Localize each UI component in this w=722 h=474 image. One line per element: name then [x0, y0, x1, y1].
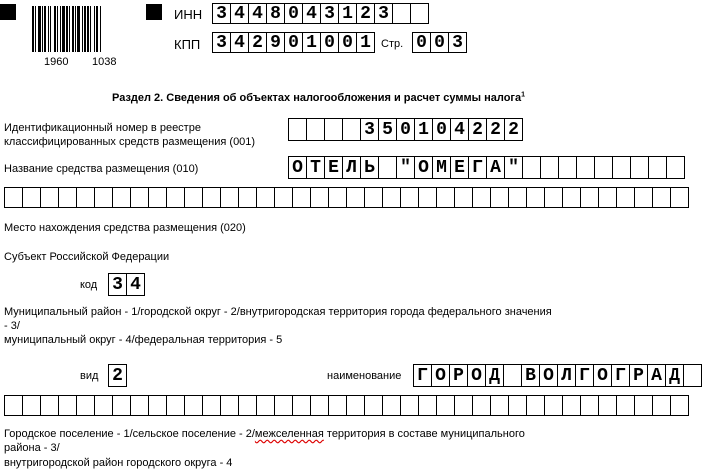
char-cell[interactable]: [544, 187, 563, 208]
char-cell[interactable]: [400, 187, 419, 208]
char-cell[interactable]: О: [431, 364, 450, 387]
char-cell[interactable]: [526, 395, 545, 416]
char-cell[interactable]: [328, 395, 347, 416]
char-cell[interactable]: [616, 187, 635, 208]
char-cell[interactable]: [490, 395, 509, 416]
char-cell[interactable]: [364, 187, 383, 208]
char-cell[interactable]: [378, 156, 397, 179]
kpp-field[interactable]: [212, 32, 374, 53]
char-cell[interactable]: 1: [356, 32, 375, 53]
char-cell[interactable]: [472, 395, 491, 416]
municipality-label-line2: - 3/: [4, 320, 20, 332]
char-cell[interactable]: [634, 187, 653, 208]
char-cell[interactable]: [598, 187, 617, 208]
settlement-label-part1: Городское поселение - 1/сельское поселение - 2/: [4, 428, 255, 440]
char-cell[interactable]: 3: [212, 32, 231, 53]
char-cell[interactable]: 3: [212, 3, 231, 24]
char-cell[interactable]: Е: [450, 156, 469, 179]
section-title-text: Раздел 2. Сведения об объектах налогообложения и расчет суммы налога: [112, 92, 522, 104]
barcode-number-right: 1038: [92, 56, 117, 68]
char-cell[interactable]: 0: [284, 32, 303, 53]
char-cell[interactable]: 3: [448, 32, 467, 53]
char-cell[interactable]: [472, 187, 491, 208]
char-cell[interactable]: [346, 187, 365, 208]
char-cell[interactable]: 5: [378, 118, 397, 141]
char-cell[interactable]: [202, 187, 221, 208]
char-cell[interactable]: [22, 187, 41, 208]
char-cell[interactable]: [580, 395, 599, 416]
char-cell[interactable]: [503, 364, 522, 387]
municipality-type-field[interactable]: [108, 364, 126, 387]
page-label: Стр.: [381, 38, 404, 50]
char-cell[interactable]: 0: [320, 32, 339, 53]
char-cell[interactable]: [418, 187, 437, 208]
location-label: Место нахождения средства размещения (020): [4, 222, 246, 234]
char-cell[interactable]: Д: [665, 364, 684, 387]
char-cell[interactable]: [76, 395, 95, 416]
char-cell[interactable]: 3: [360, 118, 379, 141]
char-cell[interactable]: [508, 187, 527, 208]
char-cell[interactable]: [410, 3, 429, 24]
char-cell[interactable]: [184, 187, 203, 208]
char-cell[interactable]: 0: [396, 118, 415, 141]
char-cell[interactable]: 0: [430, 32, 449, 53]
char-cell[interactable]: [612, 156, 631, 179]
char-cell[interactable]: О: [414, 156, 433, 179]
char-cell[interactable]: В: [521, 364, 540, 387]
settlement-label-line3: внутригородской район городского округа - 4: [4, 457, 233, 469]
char-cell[interactable]: [522, 156, 541, 179]
char-cell[interactable]: 1: [414, 118, 433, 141]
char-cell[interactable]: О: [467, 364, 486, 387]
char-cell[interactable]: [540, 156, 559, 179]
municipality-name-row1[interactable]: [413, 364, 701, 387]
char-cell[interactable]: [346, 395, 365, 416]
char-cell[interactable]: [652, 187, 671, 208]
char-cell[interactable]: 4: [302, 3, 321, 24]
char-cell[interactable]: 2: [356, 3, 375, 24]
char-cell[interactable]: [490, 187, 509, 208]
char-cell[interactable]: [130, 187, 149, 208]
naming-label: наименование: [327, 370, 402, 382]
char-cell[interactable]: [526, 187, 545, 208]
char-cell[interactable]: [148, 395, 167, 416]
char-cell[interactable]: 4: [126, 273, 145, 296]
char-cell[interactable]: 1: [338, 3, 357, 24]
char-cell[interactable]: [616, 395, 635, 416]
char-cell[interactable]: [418, 395, 437, 416]
char-cell[interactable]: [40, 187, 59, 208]
char-cell[interactable]: Д: [485, 364, 504, 387]
char-cell[interactable]: [94, 395, 113, 416]
char-cell[interactable]: [202, 395, 221, 416]
char-cell[interactable]: 0: [412, 32, 431, 53]
char-cell[interactable]: [392, 3, 411, 24]
char-cell[interactable]: [130, 395, 149, 416]
char-cell[interactable]: [184, 395, 203, 416]
char-cell[interactable]: [22, 395, 41, 416]
char-cell[interactable]: Г: [468, 156, 487, 179]
char-cell[interactable]: Г: [611, 364, 630, 387]
char-cell[interactable]: [648, 156, 667, 179]
char-cell[interactable]: ": [396, 156, 415, 179]
corner-marker-right: [146, 4, 162, 20]
settlement-label-part3: территория в составе муниципального: [323, 428, 525, 440]
inn-label: ИНН: [174, 7, 203, 22]
char-cell[interactable]: 9: [266, 32, 285, 53]
registry-label-line2: классифицированных средств размещения (001): [4, 136, 256, 148]
char-cell[interactable]: [576, 156, 595, 179]
char-cell[interactable]: ": [504, 156, 523, 179]
char-cell[interactable]: [652, 395, 671, 416]
char-cell[interactable]: [598, 395, 617, 416]
char-cell[interactable]: [4, 187, 23, 208]
char-cell[interactable]: 2: [468, 118, 487, 141]
char-cell[interactable]: 2: [486, 118, 505, 141]
char-cell[interactable]: [630, 156, 649, 179]
char-cell[interactable]: [292, 187, 311, 208]
char-cell[interactable]: [454, 395, 473, 416]
char-cell[interactable]: [454, 187, 473, 208]
char-cell[interactable]: [238, 187, 257, 208]
char-cell[interactable]: 4: [450, 118, 469, 141]
char-cell[interactable]: Ь: [360, 156, 379, 179]
char-cell[interactable]: [112, 187, 131, 208]
subject-label: Субъект Российской Федерации: [4, 251, 170, 263]
char-cell[interactable]: А: [647, 364, 666, 387]
char-cell[interactable]: [288, 118, 307, 141]
char-cell[interactable]: 2: [108, 364, 127, 387]
region-code-field[interactable]: [108, 273, 144, 296]
code-label: код: [80, 279, 98, 291]
char-cell[interactable]: О: [593, 364, 612, 387]
char-cell[interactable]: 4: [230, 32, 249, 53]
corner-marker-left: [0, 4, 16, 20]
char-cell[interactable]: [76, 187, 95, 208]
char-cell[interactable]: 2: [248, 32, 267, 53]
char-cell[interactable]: [324, 118, 343, 141]
char-cell[interactable]: [382, 395, 401, 416]
name-field-row2[interactable]: [4, 187, 688, 208]
type-label: вид: [80, 370, 99, 382]
char-cell[interactable]: Л: [342, 156, 361, 179]
char-cell[interactable]: [256, 187, 275, 208]
page-number-field[interactable]: [412, 32, 466, 53]
char-cell[interactable]: [562, 395, 581, 416]
municipality-label-line3: муниципальный округ - 4/федеральная территория - 5: [4, 334, 283, 346]
char-cell[interactable]: 3: [374, 3, 393, 24]
char-cell[interactable]: [94, 187, 113, 208]
char-cell[interactable]: [292, 395, 311, 416]
char-cell[interactable]: 2: [504, 118, 523, 141]
char-cell[interactable]: 8: [266, 3, 285, 24]
footnote-marker: 1: [521, 91, 526, 99]
char-cell[interactable]: [274, 187, 293, 208]
char-cell[interactable]: [544, 395, 563, 416]
char-cell[interactable]: [112, 395, 131, 416]
char-cell[interactable]: [562, 187, 581, 208]
char-cell[interactable]: [558, 156, 577, 179]
barcode-gap: [101, 6, 102, 52]
char-cell[interactable]: 1: [302, 32, 321, 53]
char-cell[interactable]: 0: [284, 3, 303, 24]
char-cell[interactable]: О: [288, 156, 307, 179]
char-cell[interactable]: [310, 187, 329, 208]
char-cell[interactable]: [148, 187, 167, 208]
char-cell[interactable]: [58, 187, 77, 208]
char-cell[interactable]: [364, 395, 383, 416]
name-field-row1[interactable]: [288, 156, 684, 179]
settlement-label-line2: района - 3/: [4, 442, 60, 454]
char-cell[interactable]: [594, 156, 613, 179]
inn-field[interactable]: [212, 3, 428, 24]
registry-label-line1: Идентификационный номер в реестре: [4, 122, 201, 134]
char-cell[interactable]: Е: [324, 156, 343, 179]
char-cell[interactable]: Р: [449, 364, 468, 387]
char-cell[interactable]: Л: [557, 364, 576, 387]
char-cell[interactable]: 4: [248, 3, 267, 24]
char-cell[interactable]: 3: [320, 3, 339, 24]
char-cell[interactable]: О: [539, 364, 558, 387]
char-cell[interactable]: 0: [338, 32, 357, 53]
municipality-label-line1: Муниципальный район - 1/городской округ - 2/внутригородская территория города федерального значения: [4, 306, 552, 318]
char-cell[interactable]: [310, 395, 329, 416]
char-cell[interactable]: [342, 118, 361, 141]
char-cell[interactable]: [436, 395, 455, 416]
char-cell[interactable]: [382, 187, 401, 208]
char-cell[interactable]: [220, 187, 239, 208]
kpp-label: КПП: [174, 37, 201, 52]
char-cell[interactable]: [166, 187, 185, 208]
char-cell[interactable]: [58, 395, 77, 416]
char-cell[interactable]: 0: [432, 118, 451, 141]
char-cell[interactable]: [166, 395, 185, 416]
barcode-number-left: 1960: [44, 56, 69, 68]
municipality-name-row2[interactable]: [4, 395, 688, 416]
char-cell[interactable]: Т: [306, 156, 325, 179]
char-cell[interactable]: [683, 364, 702, 387]
section-title: [112, 92, 525, 105]
char-cell[interactable]: [670, 187, 689, 208]
settlement-label-line1: [4, 428, 525, 441]
char-cell[interactable]: [328, 187, 347, 208]
char-cell[interactable]: [400, 395, 419, 416]
char-cell[interactable]: М: [432, 156, 451, 179]
char-cell[interactable]: [256, 395, 275, 416]
char-cell[interactable]: Р: [629, 364, 648, 387]
char-cell[interactable]: [580, 187, 599, 208]
char-cell[interactable]: [436, 187, 455, 208]
char-cell[interactable]: [40, 395, 59, 416]
registry-number-field[interactable]: [288, 118, 522, 141]
char-cell[interactable]: [508, 395, 527, 416]
char-cell[interactable]: Г: [575, 364, 594, 387]
char-cell[interactable]: 4: [230, 3, 249, 24]
char-cell[interactable]: А: [486, 156, 505, 179]
char-cell[interactable]: [670, 395, 689, 416]
char-cell[interactable]: 3: [108, 273, 127, 296]
char-cell[interactable]: [306, 118, 325, 141]
barcode: [32, 6, 128, 54]
char-cell[interactable]: [274, 395, 293, 416]
char-cell[interactable]: [666, 156, 685, 179]
char-cell[interactable]: [238, 395, 257, 416]
char-cell[interactable]: [634, 395, 653, 416]
char-cell[interactable]: [4, 395, 23, 416]
char-cell[interactable]: Г: [413, 364, 432, 387]
settlement-label-spellcheck-word: межселенная: [254, 428, 324, 440]
name-label: Название средства размещения (010): [4, 163, 199, 175]
char-cell[interactable]: [220, 395, 239, 416]
